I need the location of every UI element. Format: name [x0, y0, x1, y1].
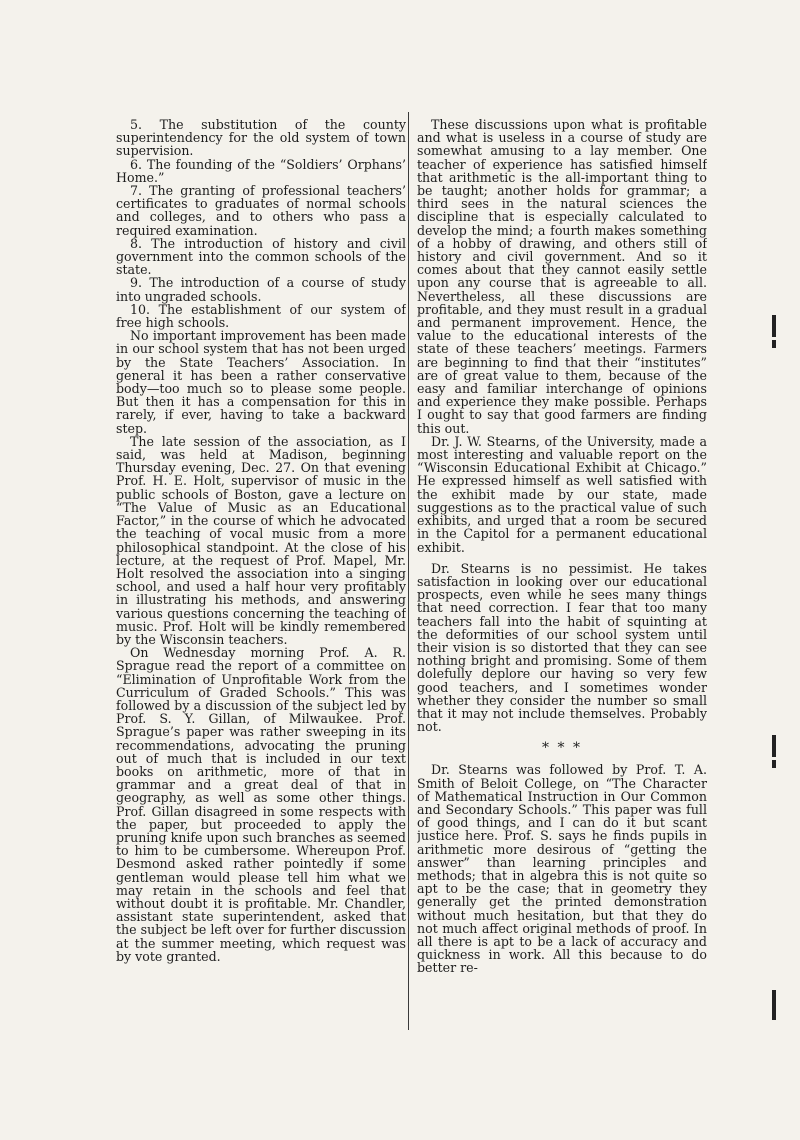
section-separator: * * * — [542, 740, 582, 757]
margin-mark — [772, 735, 776, 757]
paragraph-stearns-pessimist: Dr. Stearns is no pessimist. He takes satisfaction in looking over our educational prospects, even while he sees many things that need correction. I fear that too many teachers fall into the habit of squinting at the deformities of our school system until their vision is so distorted that they can see nothing bright and promising. Some of them dolefully deplore our having so very few good teachers, and I sometimes wonder whether they consider the number so small that it may not include themselves. Probably not. — [417, 560, 707, 735]
list-item-9: 9. The introduction of a course of study into ungraded schools. — [116, 275, 406, 304]
right-column — [417, 118, 707, 1118]
paragraph-smith-mathematics: Dr. Stearns was followed by Prof. T. A. Smith of Beloit College, on “The Character of Mathematical Instruction in Our Common and Secondary Schools.” This paper was full of good things, and I can do it but scant justice here. Prof. S. says he finds pupils in arithmetic more desirous of “getting the answer” than learning principles and methods; that in algebra this is not quite so apt to be the case; that in geometry they generally get the printed demonstration without much hesitation, but that they do not much affect original methods of proof. In all there is apt to be a lack of accuracy and quickness in work. All this because to do better re- — [417, 762, 707, 976]
paragraph-association: No important improvement has been made in our school system that has not been urged by the State Teachers’ Association. In general it has been a rather conservative body—too much so to please some people. But then it has a compensation for this in rarely, if ever, having to take a backward step. — [116, 328, 406, 436]
list-item-5: 5. The substitution of the county superintendency for the old system of town supervision. — [116, 118, 406, 159]
paragraph-stearns-report: Dr. J. W. Stearns, of the University, made a most interesting and valuable report on the “Wisconsin Educational Exhibit at Chicago.” He expressed himself as well satisfied with the exhibit made by our state, made suggestions as to the practical value of such exhibits, and urged that a room be secured in the Capitol for a permanent educational exhibit. — [417, 433, 707, 555]
margin-mark — [772, 315, 776, 337]
list-item-10: 10. The establishment of our system of free high schools. — [116, 301, 406, 331]
paragraph-wednesday-morning: On Wednesday morning Prof. A. R. Sprague read the report of a committee on “Elimination of Unprofitable Work from the Curriculum of Graded Schools.” This was followed by a discussion of the subject led by Prof. S. Y. Gillan, of Milwaukee. Prof. Sprague’s paper was rather sweeping in its recommendations, advocating the pruning out of much that is included in our text books on arithmetic, more of that in grammar and a great deal of that in geography, as well as some other things. Prof. Gillan disagreed in some respects with the paper, but proceeded to apply the pruning knife upon such branches as seemed to him to be cumbersome. Whereupon Prof. Desmond asked rather pointedly if some gentleman would please tell him what we may retain in the schools and feel that without doubt it is profitable. Mr. Chandler, assistant state superintendent, asked that the subject be left over for further discussion at the summer meeting, which request was by vote granted. — [116, 645, 406, 964]
list-item-6: 6. The founding of the “Soldiers’ Orphans’ Home.” — [116, 156, 406, 185]
left-column — [116, 118, 406, 1118]
list-item-8: 8. The introduction of history and civil government into the common schools of the state. — [116, 235, 406, 278]
column-rule — [408, 112, 409, 1030]
margin-mark — [772, 990, 776, 1020]
margin-mark — [772, 340, 776, 348]
margin-mark — [772, 760, 776, 768]
paragraph-late-session: The late session of the association, as I said, was held at Madison, beginning Thursday evening, Dec. 27. On that evening Prof. H. E. Holt, supervisor of music in the public schools of Boston, gave a lecture on “The Value of Music as an Educational Factor,” in the course of which he advocated the teaching of vocal music from a more philosophical standpoint. At the close of his lecture, at the request of Prof. Mapel, Mr. Holt resolved the association into a singing school, and used a half hour very profitably in illustrating his methods, and answering various questions concerning the teaching of music. Prof. Holt will be kindly remembered by the Wisconsin teachers. — [116, 433, 406, 647]
paragraph-discussions: These discussions upon what is profitable and what is useless in a course of study are somewhat amusing to a lay member. One teacher of experience has satisfied himself that arithmetic is the all-important thing to be taught; another holds for grammar; a third sees in the natural sciences the discipline that is especially calculated to develop the mind; a fourth makes something of a hobby of drawing, and others still of history and civil government. And so it comes about that they cannot easily settle upon any course that is agreeable to all. Nevertheless, all these discussions are profitable, and they must result in a gradual and permanent improvement. Hence, the value to the educational interests of the state of these teachers’ meetings. Farmers are beginning to find that their “institutes” are of great value to them, because of the easy and familiar interchange of opinions and experience they make possible. Perhaps I ought to say that good farmers are finding this out. — [417, 118, 707, 436]
list-item-7: 7. The granting of professional teachers’ certificates to graduates of normal schools and colleges, and to others who pass a required examination. — [116, 183, 406, 238]
